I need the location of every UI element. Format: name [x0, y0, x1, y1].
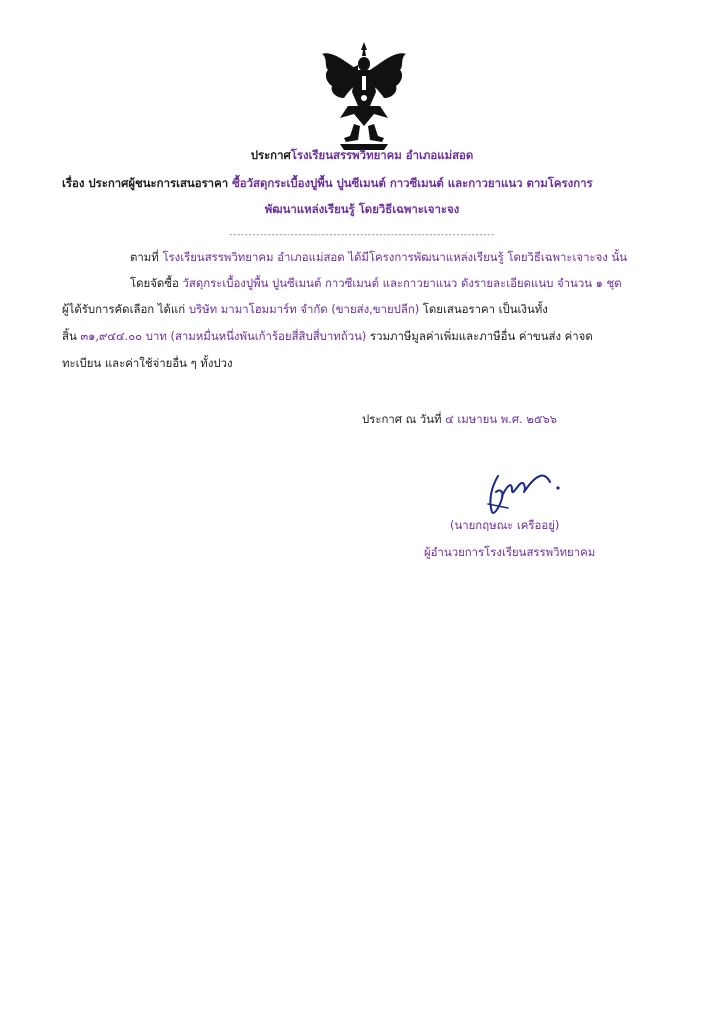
title-school: โรงเรียนสรรพวิทยาคม อำเภอแม่สอด — [290, 148, 474, 162]
announce-label: ประกาศ ณ วันที่ — [362, 412, 442, 426]
body-line-2: โดยจัดซื้อ วัสดุกระเบื้องปูพื้น ปูนซีเมนต์ กาวซีเมนต์ และกาวยาแนว ดังรายละเอียดแนบ จำนวน ๑ ชุด — [130, 276, 622, 290]
body-line-3: ผู้ได้รับการคัดเลือก ได้แก่ บริษัท มามาโฮมมาร์ท จำกัด (ขายส่ง,ขายปลีก) โดยเสนอราคา เป็นเงินทั้ง — [62, 302, 548, 316]
subject-line-2: พัฒนาแหล่งเรียนรู้ โดยวิธีเฉพาะเจาะจง — [264, 202, 460, 216]
subject-line — [62, 174, 593, 192]
body-line-4: สิ้น ๓๑,๙๔๔.๐๐ บาท (สามหมื่นหนึ่งพันเก้าร้อยสี่สิบสี่บาทถ้วน) รวมภาษีมูลค่าเพิ่มและภาษีอื่น ค่าขนส่ง ค่าจด — [62, 329, 593, 343]
body-line-5: ทะเบียน และค่าใช้จ่ายอื่น ๆ ทั้งปวง — [62, 356, 233, 370]
vendor-name: บริษัท มามาโฮมมาร์ท จำกัด (ขายส่ง,ขายปลีก) — [188, 302, 420, 316]
items-description: วัสดุกระเบื้องปูพื้น ปูนซีเมนต์ กาวซีเมนต์ และกาวยาแนว ดังรายละเอียดแนบ จำนวน ๑ ชุด — [182, 276, 622, 290]
announce-date: ๔ เมษายน พ.ศ. ๒๕๖๖ — [445, 412, 557, 426]
announce-date-line — [362, 410, 557, 428]
price-amount: ๓๑,๙๔๔.๐๐ บาท (สามหมื่นหนึ่งพันเก้าร้อยสี่สิบสี่บาทถ้วน) — [80, 329, 367, 343]
title-prefix: ประกาศ — [250, 148, 291, 162]
separator: --------------------------------------------------------------------- — [229, 230, 495, 240]
signer-position: ผู้อำนวยการโรงเรียนสรรพวิทยาคม — [424, 545, 596, 559]
subject-detail: ซื้อวัสดุกระเบื้องปูพื้น ปูนซีเมนต์ กาวซีเมนต์ และกาวยาแนว ตามโครงการ — [232, 176, 593, 190]
handwritten-signature — [478, 466, 568, 520]
page-title — [0, 146, 724, 164]
subject-label: เรื่อง ประกาศผู้ชนะการเสนอราคา — [62, 176, 229, 190]
garuda-emblem-icon — [318, 40, 410, 152]
body-line-1: ตามที่ โรงเรียนสรรพวิทยาคม อำเภอแม่สอด ได้มีโครงการพัฒนาแหล่งเรียนรู้ โดยวิธีเฉพาะเจาะจง นั้น — [130, 250, 628, 264]
signer-name: (นายกฤษณะ เครืออยู่) — [450, 518, 560, 532]
school-name: โรงเรียนสรรพวิทยาคม อำเภอแม่สอด — [162, 250, 345, 264]
